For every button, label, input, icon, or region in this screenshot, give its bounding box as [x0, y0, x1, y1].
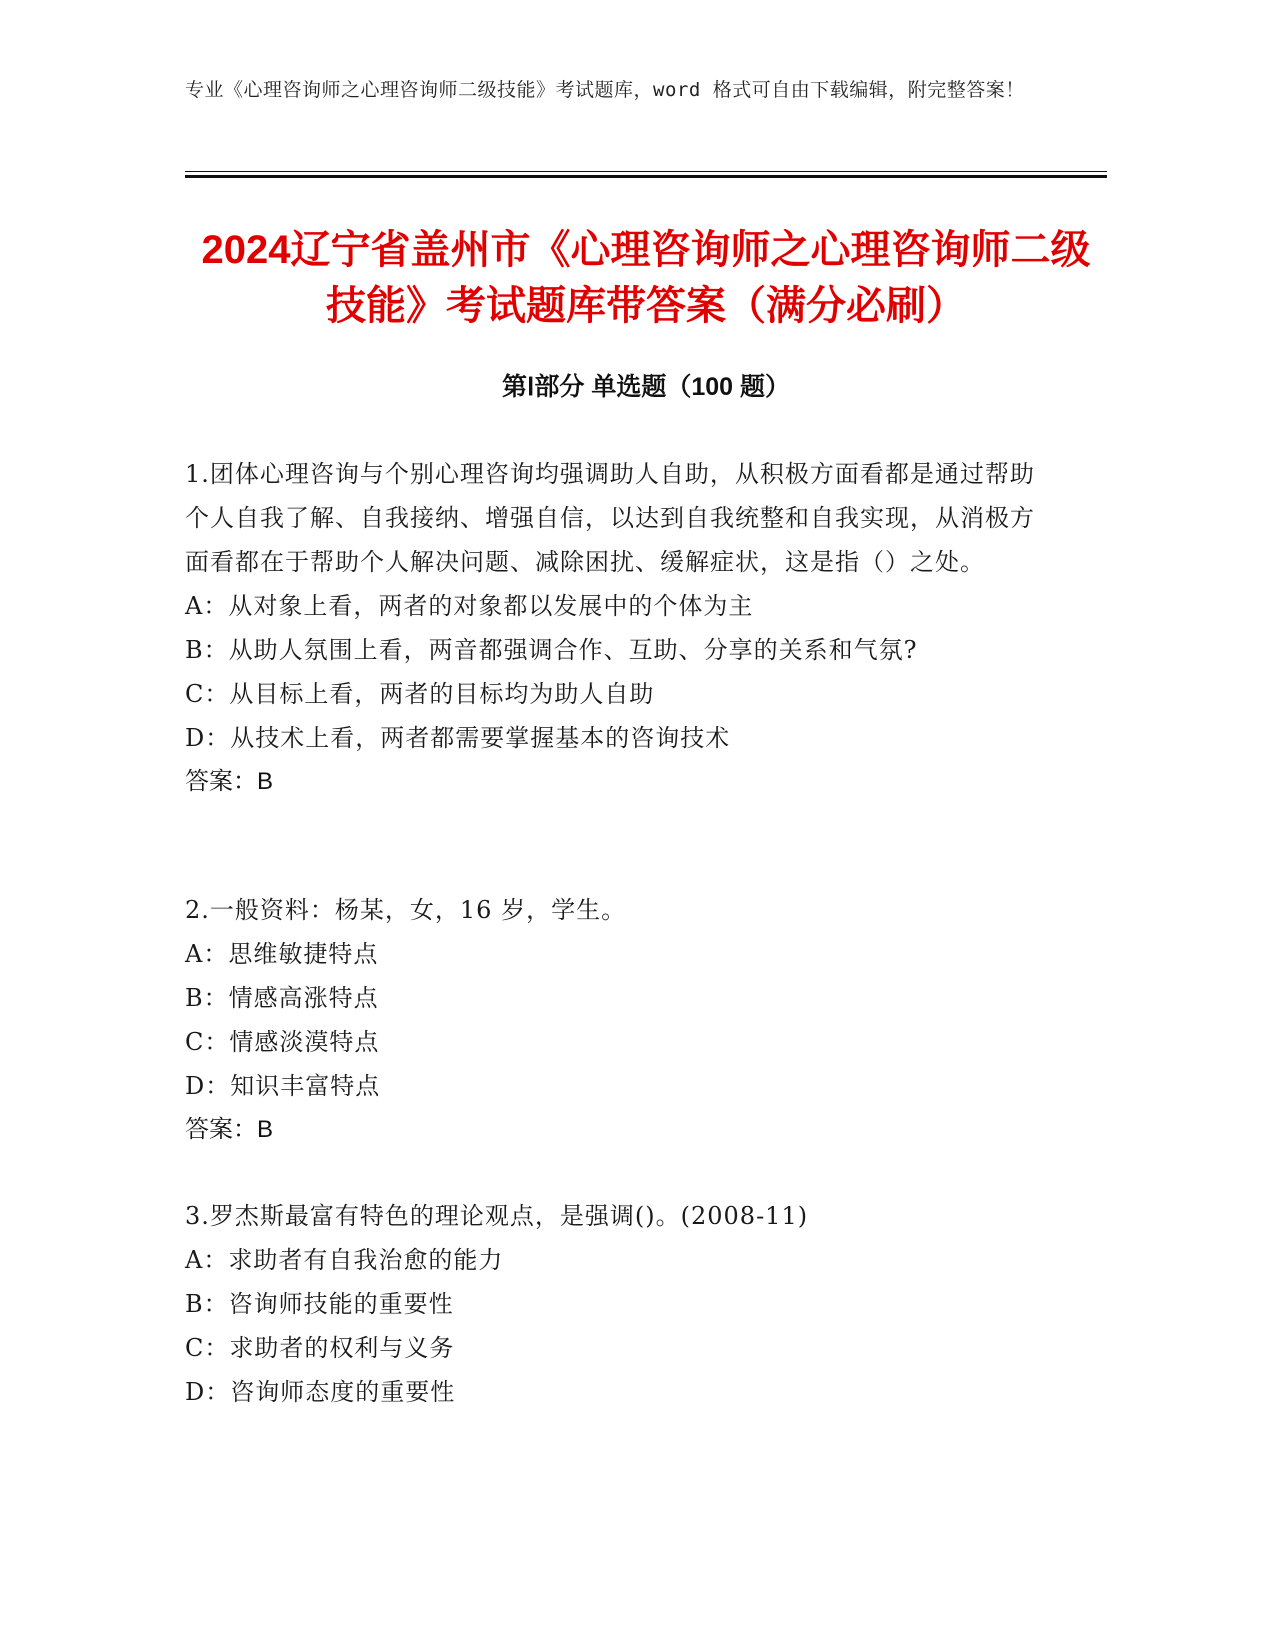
option-d: D：从技术上看，两者都需要掌握基本的咨询技术 — [185, 724, 731, 752]
header-note: 专业《心理咨询师之心理咨询师二级技能》考试题库，word 格式可自由下载编辑，附完整答案！ — [185, 79, 1025, 101]
question-stem: 1.团体心理咨询与个别心理咨询均强调助人自助，从积极方面看都是通过帮助个人自我了解、自我接纳、增强自信，以达到自我统整和自我实现，从消极方面看都在于帮助个人解决问题、减除困扰、缓解症状，这是指（）之处。 — [185, 460, 1035, 576]
question-2 — [185, 888, 1045, 1152]
header-rule-thin — [185, 171, 1107, 172]
answer-line: 答案：B — [185, 768, 274, 795]
option-d: D：知识丰富特点 — [185, 1072, 381, 1100]
header-rule-thick — [185, 175, 1107, 178]
option-c: C：从目标上看，两者的目标均为助人自助 — [185, 680, 655, 708]
option-b: B：咨询师技能的重要性 — [185, 1290, 454, 1318]
option-a: A：思维敏捷特点 — [185, 940, 379, 968]
question-stem: 3.罗杰斯最富有特色的理论观点，是强调()。(2008-11) — [185, 1202, 809, 1230]
question-stem: 2.一般资料：杨某，女，16 岁，学生。 — [185, 896, 627, 924]
option-c: C：情感淡漠特点 — [185, 1028, 380, 1056]
question-3 — [185, 1194, 1045, 1414]
answer-line: 答案：B — [185, 1116, 274, 1143]
section-heading: 第Ⅰ部分 单选题（100 题） — [502, 373, 790, 401]
question-1 — [185, 452, 1045, 804]
option-a: A：从对象上看，两者的对象都以发展中的个体为主 — [185, 592, 754, 620]
option-c: C：求助者的权利与义务 — [185, 1334, 455, 1362]
option-b: B：情感高涨特点 — [185, 984, 379, 1012]
document-title: 2024辽宁省盖州市《心理咨询师之心理咨询师二级技能》考试题库带答案（满分必刷） — [201, 228, 1091, 328]
option-b: B：从助人氛围上看，两音都强调合作、互助、分享的关系和气氛? — [185, 636, 918, 664]
option-a: A：求助者有自我治愈的能力 — [185, 1246, 504, 1274]
option-d: D：咨询师态度的重要性 — [185, 1378, 456, 1406]
